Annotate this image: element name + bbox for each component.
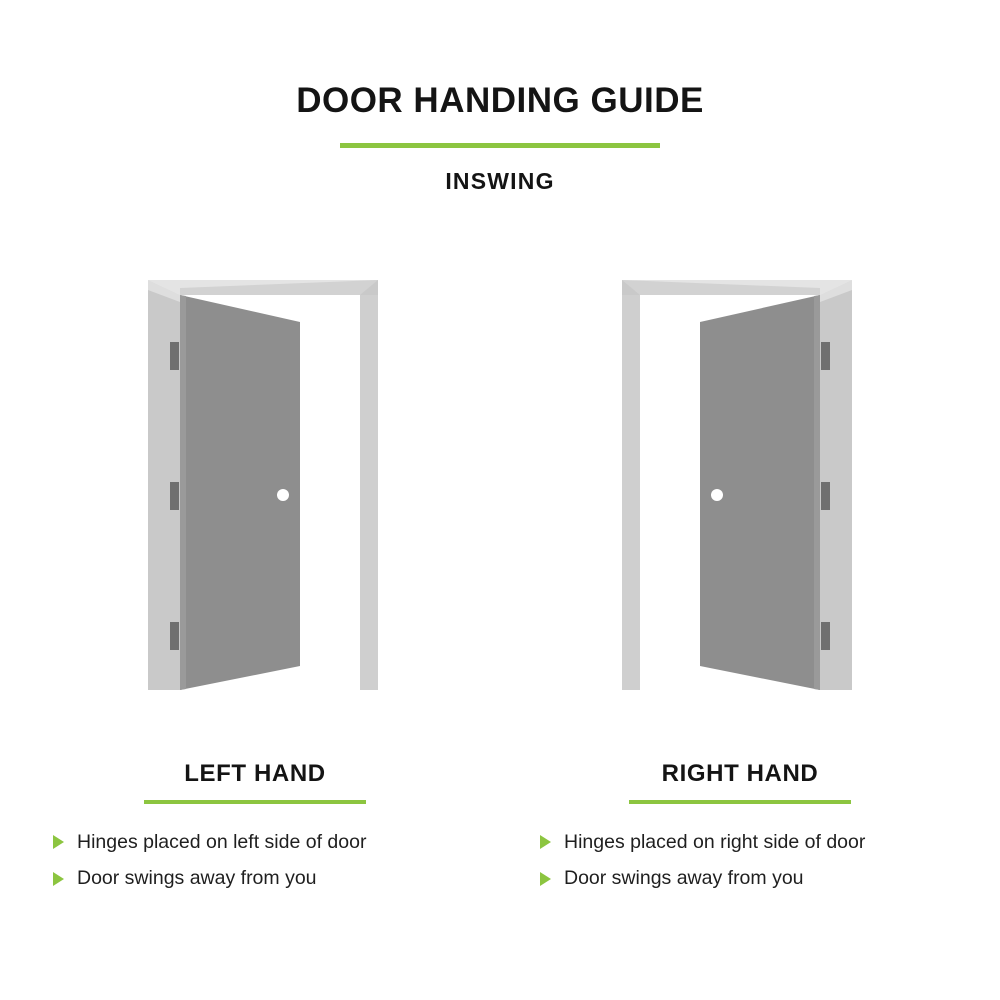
triangle-bullet-icon <box>53 872 64 886</box>
header <box>0 82 1000 195</box>
list-item-label: Door swings away from you <box>77 867 317 890</box>
left-hand-column <box>35 760 475 903</box>
triangle-bullet-icon <box>540 835 551 849</box>
door-knob-left-hand <box>277 489 289 501</box>
left-hand-title: LEFT HAND <box>184 760 326 787</box>
page-title: DOOR HANDING GUIDE <box>296 81 704 120</box>
left-hand-door-diagram <box>30 250 480 720</box>
right-hand-title: RIGHT HAND <box>661 760 819 787</box>
triangle-bullet-icon <box>540 872 551 886</box>
right-hand-underline <box>629 800 851 804</box>
list-item <box>53 830 475 854</box>
triangle-bullet-icon <box>53 835 64 849</box>
right-hand-door-diagram <box>520 250 970 720</box>
title-underline <box>340 143 660 148</box>
list-item-label: Hinges placed on left side of door <box>77 831 367 853</box>
subtitle: INSWING <box>445 167 555 194</box>
list-item <box>540 830 960 854</box>
left-hand-bullet-list <box>35 830 475 891</box>
list-item <box>540 866 960 890</box>
left-hand-underline <box>144 800 366 804</box>
right-hand-column <box>520 760 960 903</box>
list-item-label: Hinges placed on right side of door <box>564 831 866 853</box>
list-item <box>53 866 475 890</box>
door-knob-right-hand <box>711 489 723 501</box>
diagram-row <box>0 250 1000 720</box>
list-item-label: Door swings away from you <box>564 867 804 890</box>
description-columns <box>0 760 1000 940</box>
right-hand-bullet-list <box>520 830 960 891</box>
